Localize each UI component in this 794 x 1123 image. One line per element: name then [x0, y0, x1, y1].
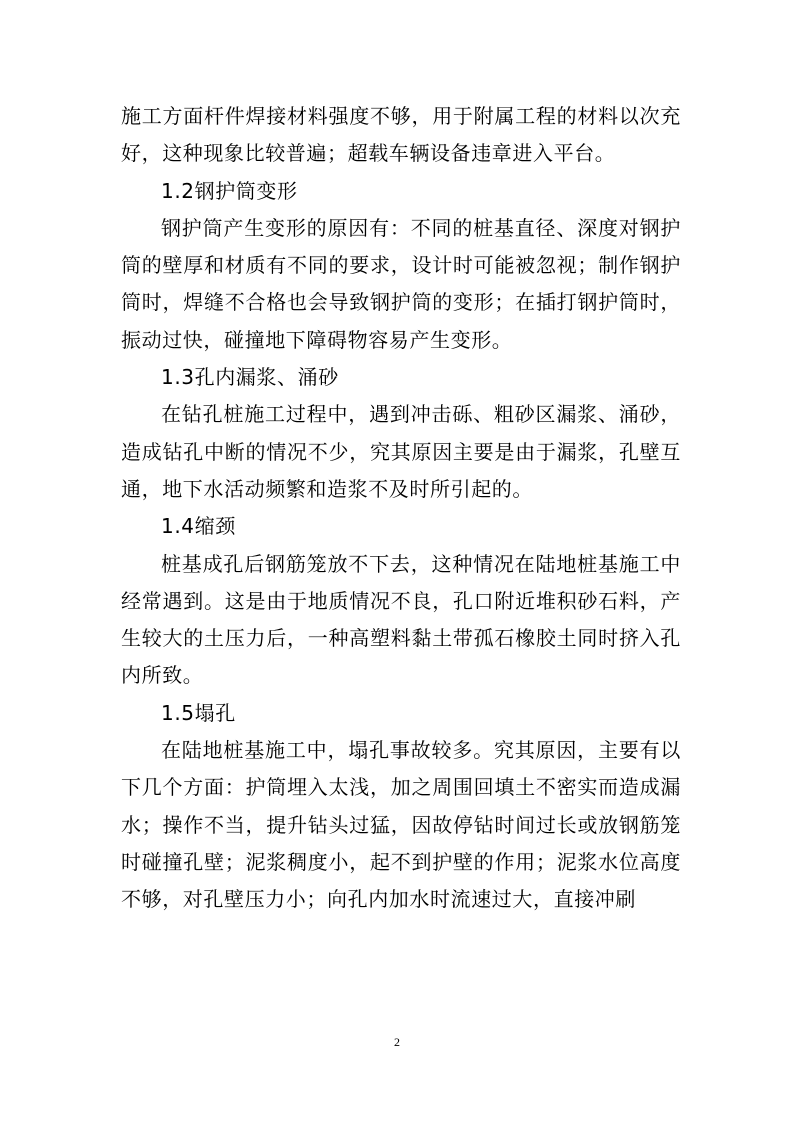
section-heading-1-4: 1.4缩颈 [161, 514, 236, 539]
section-heading-1-5: 1.5塌孔 [161, 700, 236, 725]
paragraph-4: 桩基成孔后钢筋笼放不下去，这种情况在陆地桩基施工中经常遇到。这是由于地质情况不良，孔口附近堆积砂石料，产生较大的土压力后，一种高塑料黏土带孤石橡胶土同时挤入孔内所致。 [121, 551, 681, 688]
section-heading-1-3: 1.3孔内漏浆、涌砂 [161, 365, 339, 390]
paragraph-1: 施工方面杆件焊接材料强度不够，用于附属工程的材料以次充好，这种现象比较普遍；超载车辆设备违章进入平台。 [121, 104, 681, 166]
document-body [121, 98, 681, 919]
section-heading-1-2: 1.2钢护筒变形 [161, 178, 298, 203]
page-number: 2 [394, 1035, 400, 1049]
paragraph-2: 钢护筒产生变形的原因有：不同的桩基直径、深度对钢护筒的壁厚和材质有不同的要求，设计时可能被忽视；制作钢护筒时，焊缝不合格也会导致钢护筒的变形；在插打钢护筒时，振动过快，碰撞地下障碍物容易产生变形。 [121, 215, 681, 352]
paragraph-3: 在钻孔桩施工过程中，遇到冲击砾、粗砂区漏浆、涌砂，造成钻孔中断的情况不少，究其原因主要是由于漏浆，孔壁互通，地下水活动频繁和造浆不及时所引起的。 [121, 402, 681, 501]
paragraph-5: 在陆地桩基施工中，塌孔事故较多。究其原因，主要有以下几个方面：护筒埋入太浅，加之周围回填土不密实而造成漏水；操作不当，提升钻头过猛，因故停钻时间过长或放钢筋笼时碰撞孔壁；泥浆稠度小，起不到护壁的作用；泥浆水位高度不够，对孔壁压力小；向孔内加水时流速过大，直接冲刷 [121, 738, 681, 912]
